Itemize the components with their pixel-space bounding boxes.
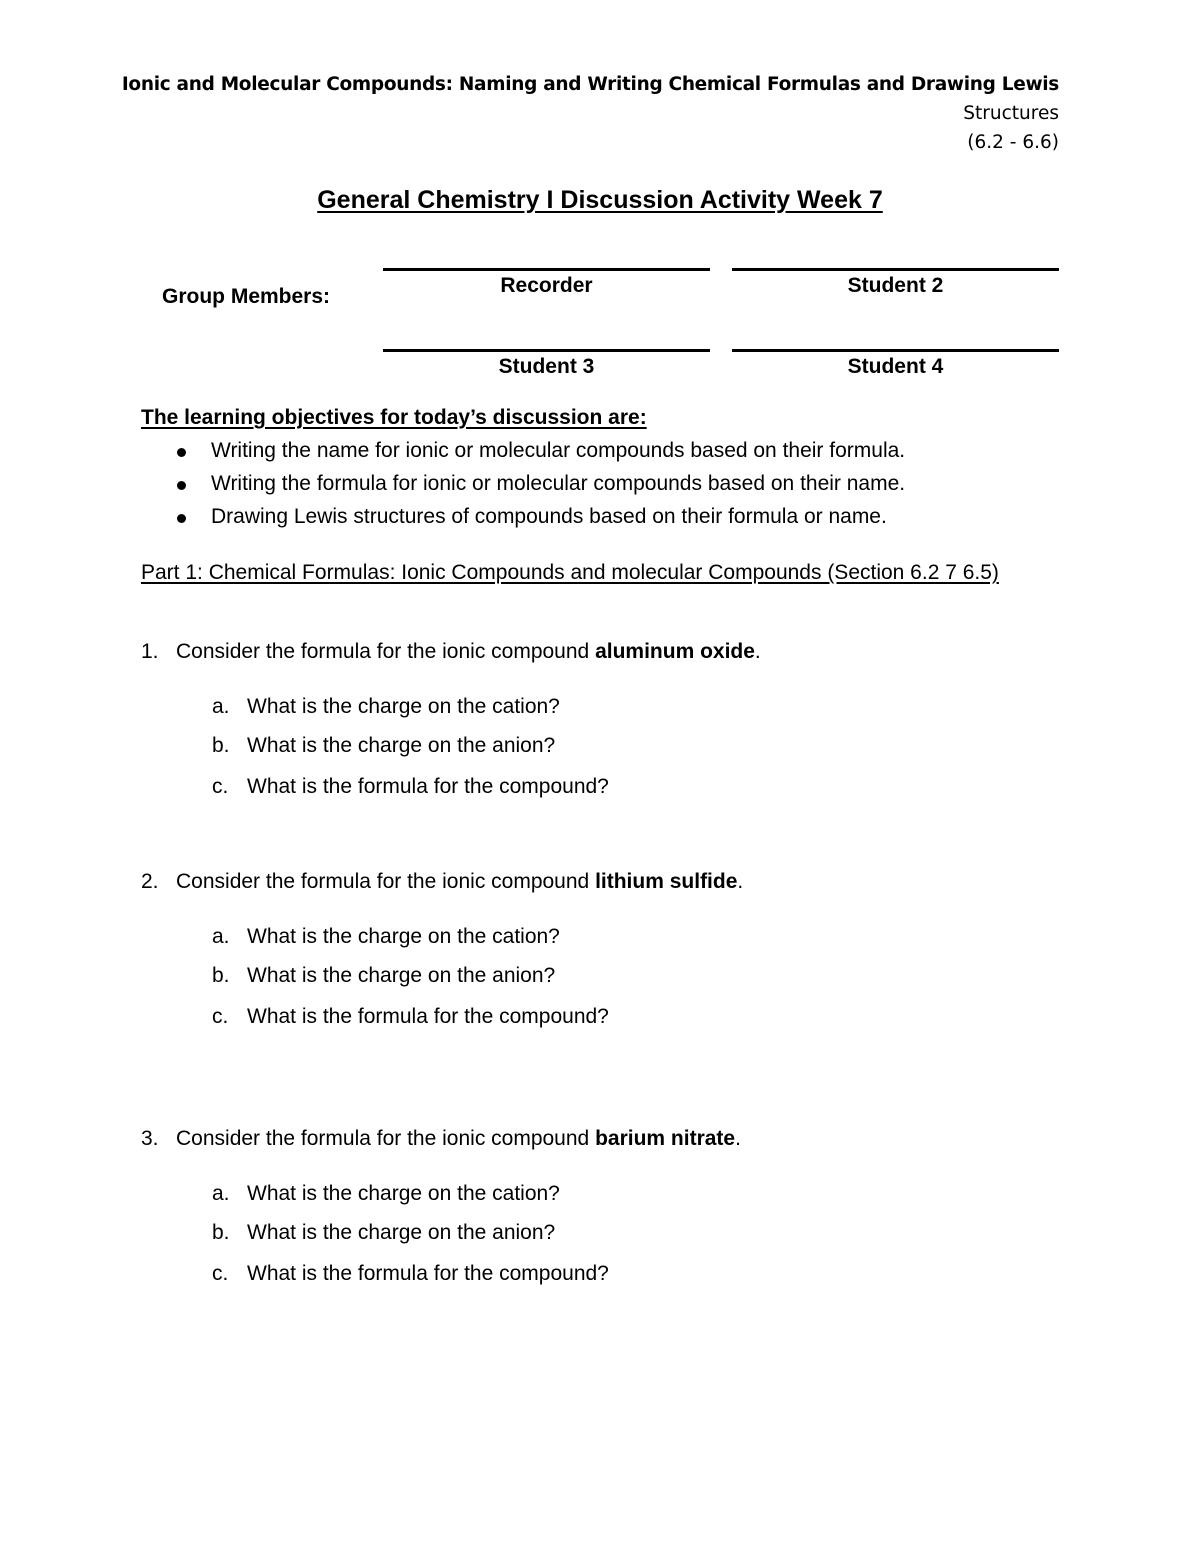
sub-letter: a. — [212, 925, 230, 948]
objective-text: Writing the formula for ionic or molecular compounds based on their name. — [211, 472, 906, 495]
sub-letter: a. — [212, 1182, 230, 1205]
question-prefix: Consider the formula for the ionic compound — [176, 1127, 596, 1150]
document-header — [119, 70, 1059, 157]
signature-line-recorder — [383, 268, 710, 271]
question-3a — [212, 1182, 560, 1206]
question-number: 1. — [141, 640, 159, 663]
sub-question-text: What is the charge on the anion? — [247, 1221, 556, 1244]
role-label-student-3: Student 3 — [498, 355, 595, 378]
header-topic: Ionic and Molecular Compounds: Naming and Writing Chemical Formulas and Drawing Lewis — [121, 74, 1059, 95]
question-1c — [212, 775, 609, 799]
question-prefix: Consider the formula for the ionic compound — [176, 870, 596, 893]
page-title: General Chemistry I Discussion Activity Week 7 — [317, 186, 883, 214]
header-topic-continued: Structures — [963, 103, 1059, 124]
signature-line-student-2 — [732, 268, 1059, 271]
header-sections: (6.2 - 6.6) — [967, 132, 1059, 153]
bullet-icon — [177, 448, 186, 457]
question-2c — [212, 1005, 609, 1029]
sub-letter: a. — [212, 695, 230, 718]
sub-letter: b. — [212, 734, 230, 757]
question-3b — [212, 1221, 555, 1245]
sub-question-text: What is the charge on the cation? — [247, 1182, 560, 1205]
role-label-student-4: Student 4 — [847, 355, 944, 378]
part-1-heading: Part 1: Chemical Formulas: Ionic Compounds and molecular Compounds (Section 6.2 7 6.5) — [141, 561, 999, 584]
question-number: 2. — [141, 870, 159, 893]
objective-item — [141, 467, 905, 500]
objectives-list — [141, 434, 905, 533]
sub-letter: c. — [212, 1262, 229, 1285]
question-2a — [212, 925, 560, 949]
compound-name: aluminum oxide — [595, 640, 755, 663]
sub-letter: c. — [212, 1005, 229, 1028]
sub-question-text: What is the charge on the anion? — [247, 734, 556, 757]
question-2b — [212, 964, 555, 988]
question-3 — [141, 1127, 741, 1151]
sub-letter: c. — [212, 775, 229, 798]
sub-letter: b. — [212, 964, 230, 987]
objective-item — [141, 500, 905, 533]
question-prefix: Consider the formula for the ionic compound — [176, 640, 596, 663]
sub-letter: b. — [212, 1221, 230, 1244]
objectives-heading: The learning objectives for today’s discussion are: — [141, 406, 647, 429]
sub-question-text: What is the charge on the cation? — [247, 695, 560, 718]
sub-question-text: What is the formula for the compound? — [247, 1005, 609, 1028]
compound-name: lithium sulfide — [595, 870, 738, 893]
question-suffix: . — [735, 1127, 741, 1150]
signature-line-student-4 — [732, 349, 1059, 352]
question-1 — [141, 640, 761, 664]
question-3c — [212, 1262, 609, 1286]
sub-question-text: What is the charge on the cation? — [247, 925, 560, 948]
sub-question-text: What is the formula for the compound? — [247, 1262, 609, 1285]
sub-question-text: What is the charge on the anion? — [247, 964, 556, 987]
question-1b — [212, 734, 555, 758]
bullet-icon — [177, 481, 186, 490]
group-members-label: Group Members: — [162, 285, 331, 308]
question-suffix: . — [737, 870, 744, 893]
question-2 — [141, 870, 743, 894]
objective-text: Drawing Lewis structures of compounds based on their formula or name. — [211, 505, 887, 528]
signature-line-student-3 — [383, 349, 710, 352]
question-number: 3. — [141, 1127, 159, 1150]
role-label-recorder: Recorder — [500, 274, 593, 297]
compound-name: barium nitrate — [595, 1127, 736, 1150]
objective-item — [141, 434, 905, 467]
bullet-icon — [177, 514, 186, 523]
question-suffix: . — [754, 640, 761, 663]
question-1a — [212, 695, 560, 719]
sub-question-text: What is the formula for the compound? — [247, 775, 609, 798]
role-label-student-2: Student 2 — [847, 274, 944, 297]
objective-text: Writing the name for ionic or molecular compounds based on their formula. — [211, 439, 906, 462]
